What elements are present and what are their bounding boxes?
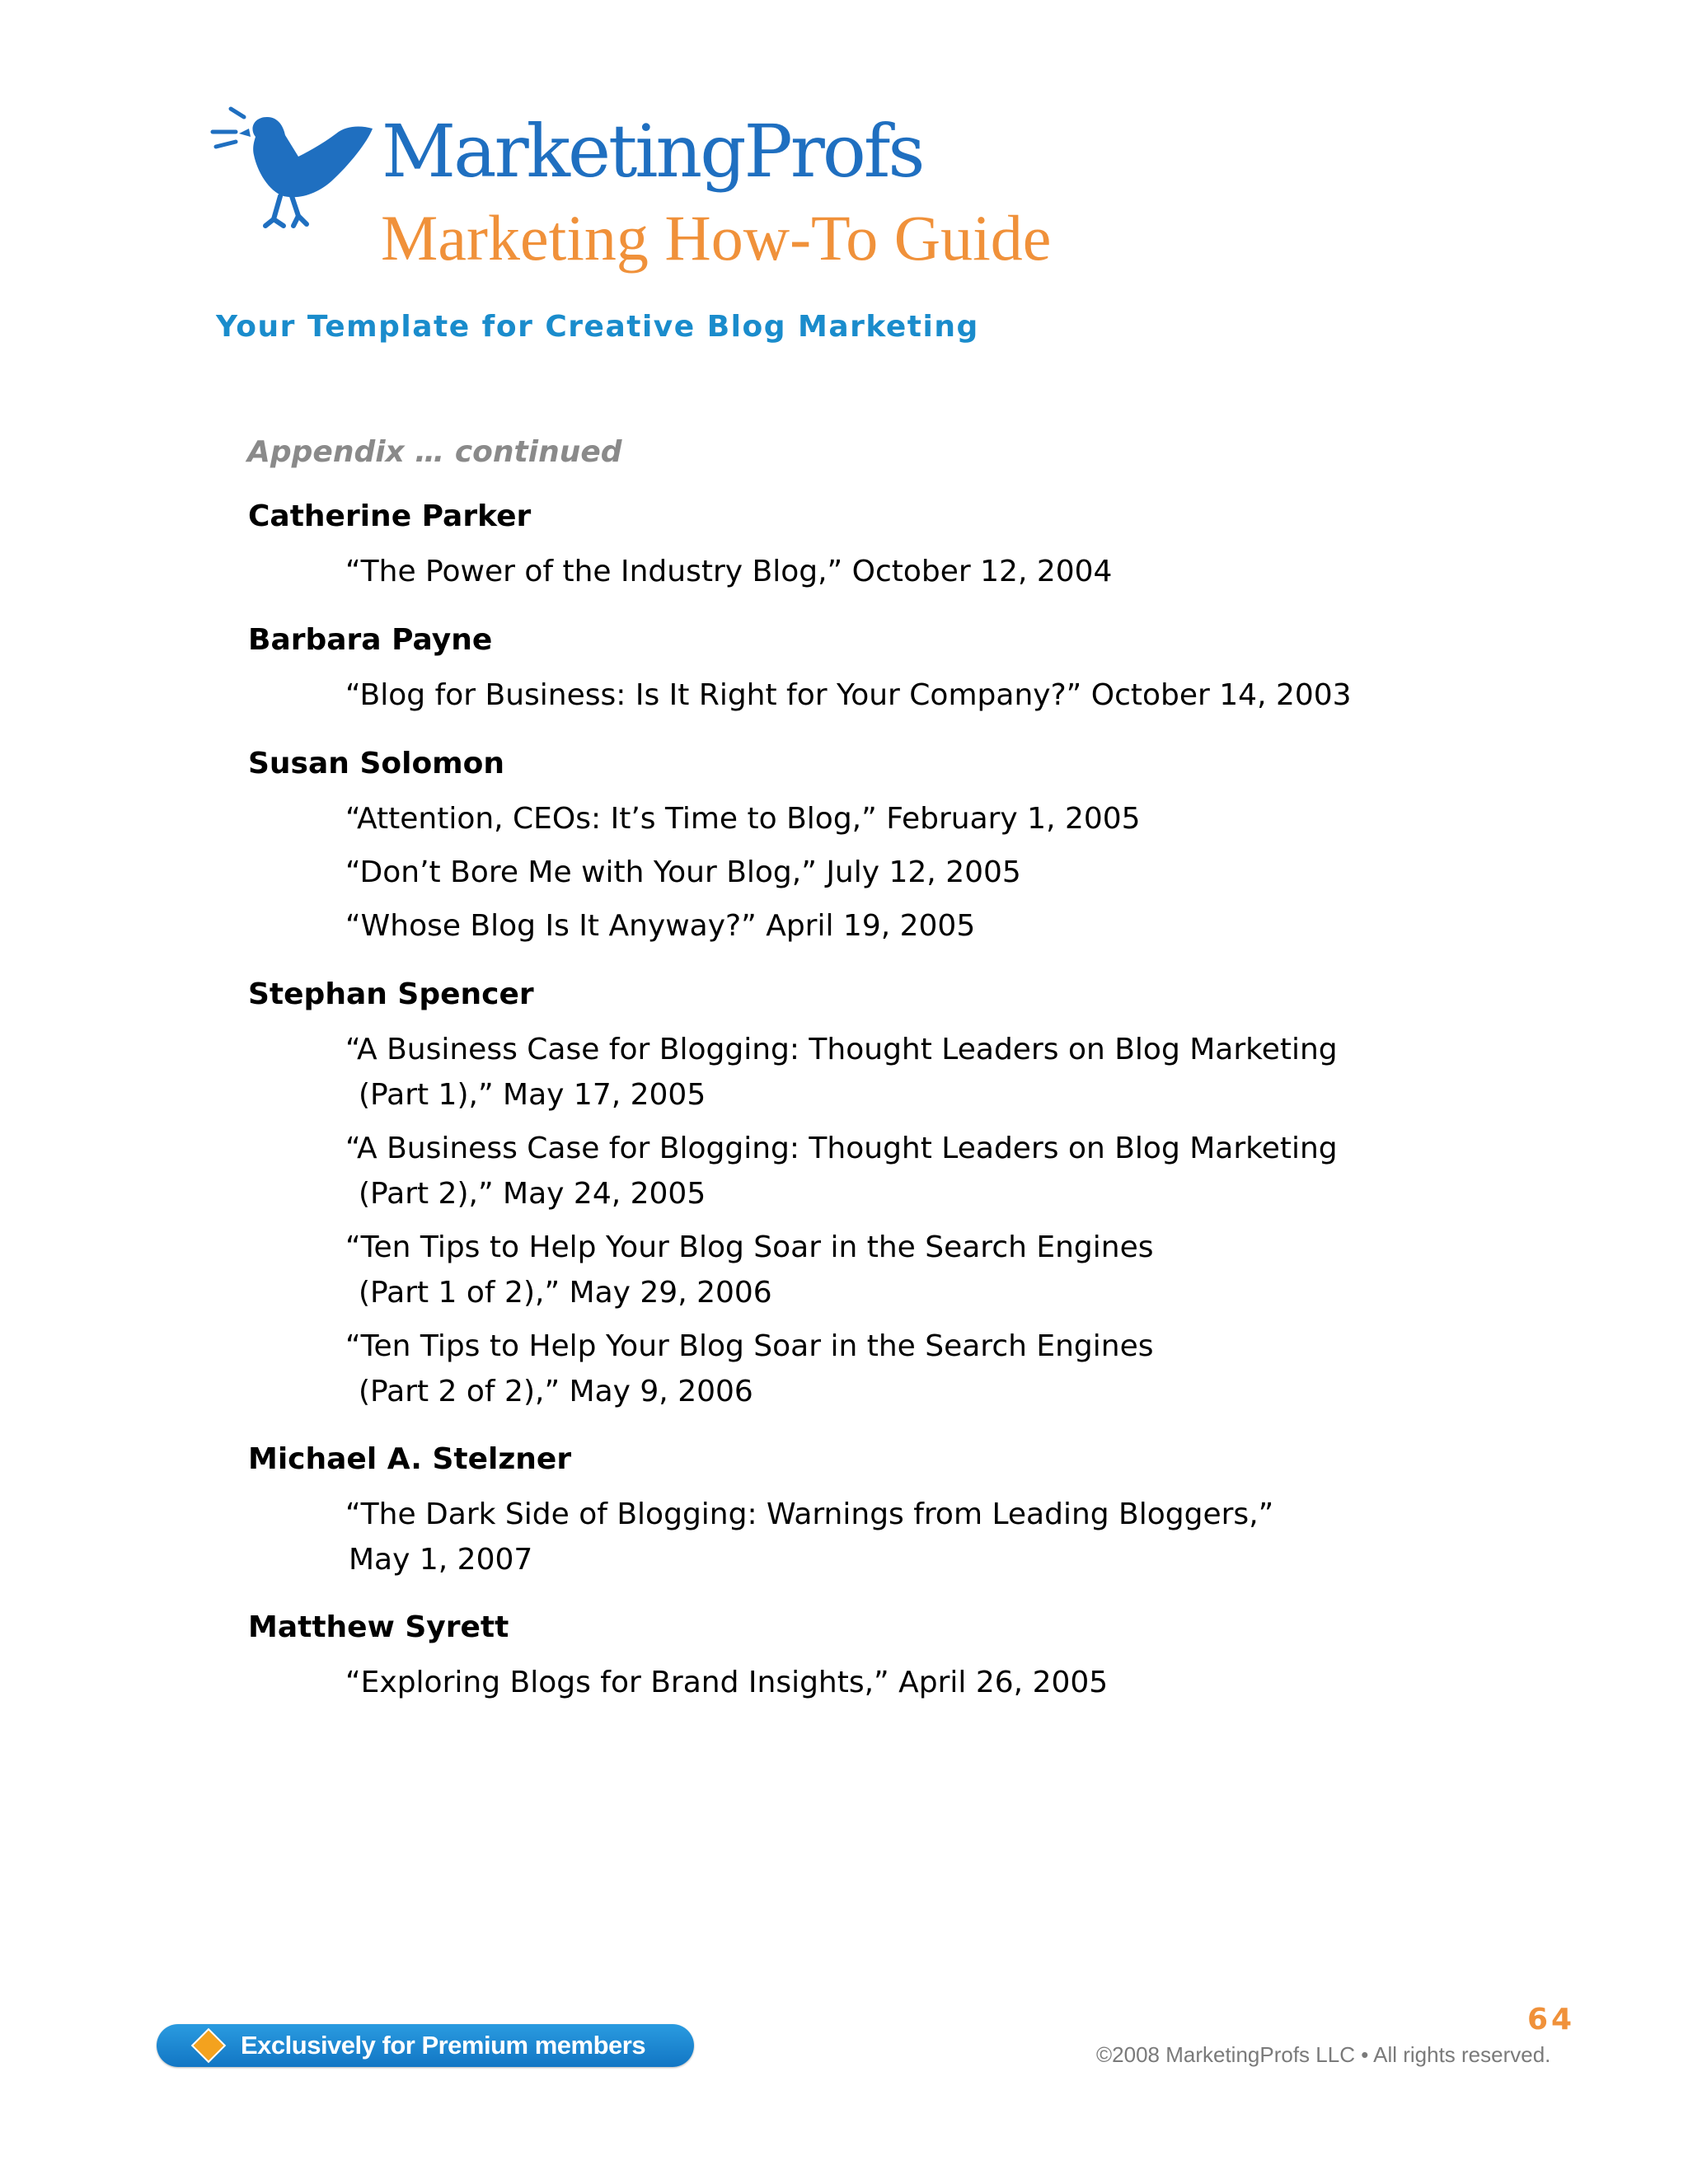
brand-subtitle: Marketing How-To Guide	[381, 202, 1052, 274]
article-title-continued: (Part 2),” May 24, 2005	[359, 1177, 706, 1211]
document-title: Your Template for Creative Blog Marketing	[216, 310, 979, 344]
article-entry	[345, 1126, 1338, 1216]
bird-logo-icon	[208, 104, 385, 236]
author-name: Barbara Payne	[248, 623, 493, 657]
premium-label: Exclusively for Premium members	[241, 2031, 646, 2060]
article-title: “Blog for Business: Is It Right for Your Company?” October 14, 2003	[345, 678, 1352, 712]
article-title-continued: (Part 1),” May 17, 2005	[359, 1078, 706, 1112]
article-title: “A Business Case for Blogging: Thought Leaders on Blog Marketing	[345, 1033, 1338, 1066]
article-entry	[345, 1492, 1273, 1582]
author-name: Stephan Spencer	[248, 977, 534, 1011]
article-title-continued: (Part 1 of 2),” May 29, 2006	[359, 1276, 772, 1310]
diamond-icon	[191, 2028, 226, 2063]
article-title: “The Dark Side of Blogging: Warnings from Leading Bloggers,”	[345, 1497, 1274, 1531]
article-entry	[345, 1027, 1338, 1118]
article-title: “Ten Tips to Help Your Blog Soar in the Search Engines	[345, 1329, 1154, 1363]
article-title: “Don’t Bore Me with Your Blog,” July 12, 2005	[345, 855, 1021, 889]
article-entry	[345, 549, 1112, 594]
article-entry	[345, 1324, 1154, 1414]
author-name: Susan Solomon	[248, 747, 505, 780]
article-entry	[345, 903, 975, 949]
article-title: “Exploring Blogs for Brand Insights,” April 26, 2005	[345, 1666, 1109, 1699]
article-title-continued: May 1, 2007	[349, 1543, 533, 1577]
author-name: Catherine Parker	[248, 499, 532, 533]
article-title: “Ten Tips to Help Your Blog Soar in the Search Engines	[345, 1230, 1154, 1264]
article-entry	[345, 1225, 1154, 1315]
brand-name: MarketingProfs	[382, 109, 923, 194]
article-title: “Whose Blog Is It Anyway?” April 19, 2005	[345, 909, 976, 943]
premium-members-badge	[157, 2024, 694, 2067]
author-name: Matthew Syrett	[248, 1610, 509, 1644]
article-title-continued: (Part 2 of 2),” May 9, 2006	[359, 1375, 753, 1408]
section-heading: Appendix … continued	[247, 435, 622, 469]
article-entry	[345, 796, 1141, 841]
article-entry	[345, 1660, 1108, 1705]
article-entry	[345, 850, 1021, 895]
page-number: 64	[1527, 2003, 1576, 2036]
article-title: “A Business Case for Blogging: Thought Leaders on Blog Marketing	[345, 1132, 1338, 1165]
article-title: “The Power of the Industry Blog,” October 12, 2004	[345, 555, 1113, 588]
copyright-notice: ©2008 MarketingProfs LLC • All rights reserved.	[1096, 2042, 1551, 2067]
article-entry	[345, 673, 1352, 718]
author-name: Michael A. Stelzner	[248, 1442, 572, 1476]
article-title: “Attention, CEOs: It’s Time to Blog,” February 1, 2005	[345, 802, 1141, 836]
